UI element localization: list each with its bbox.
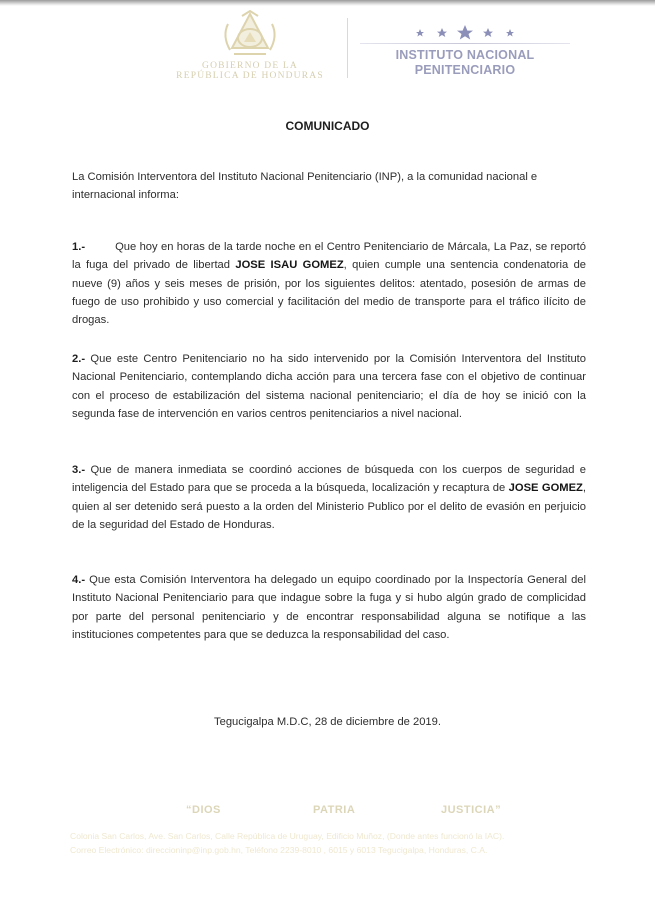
paragraph-number: 1.-	[72, 241, 86, 253]
honduras-coat-of-arms-icon	[220, 10, 280, 60]
document-title: COMUNICADO	[285, 119, 370, 133]
government-logo	[165, 6, 335, 84]
five-stars-icon	[410, 24, 520, 40]
fugitive-name: JOSE ISAU GOMEZ	[235, 259, 344, 272]
paragraph-4: 4.- Que esta Comisión Interventora ha delegado un equipo coordinado por la Inspectoría General del Instituto Nacional Penitenciario para que indague sobre la fuga y si hubo algún grado de complicidad por parte del personal penitenciario y de encontrar responsabilidad alguna se notifique a las instituciones competentes para que se deduzca la responsabilidad del caso.	[72, 574, 586, 641]
footer-address: Colonia San Carlos, Ave. San Carlos, Calle República de Uruguay, Edificio Muñoz, (Donde antes funcionó la IAC).	[70, 831, 505, 841]
footer-contact: Correo Electrónico: direccioninp@inp.gob.hn, Teléfono 2239-8010 , 6015 y 6013 Tegucigalpa, Honduras, C.A.	[70, 845, 488, 855]
paragraph-1: 1.- Que hoy en horas de la tarde noche en el Centro Penitenciario de Márcala, La Paz, se reportó la fuga del privado de libertad JOSE ISAU GOMEZ, quien cumple una sentencia condenatoria de nueve (9) años y seis meses de prisión, por los siguientes delitos: atentado, posesión de armas de fuego de uso prohibido y uso comercial y facilitación del medio de transporte para el tráfico ilícito de drogas.	[72, 241, 587, 327]
inp-logo	[360, 22, 570, 82]
government-name: GOBIERNO DE LA REPÚBLICA DE HONDURAS	[176, 61, 324, 81]
motto-dios: “DIOS	[186, 804, 221, 816]
inp-rule	[360, 43, 570, 44]
paragraph-number: 2.-	[72, 353, 86, 365]
place-and-date: Tegucigalpa M.D.C, 28 de diciembre de 2019.	[214, 716, 441, 728]
paragraph-number: 4.-	[72, 574, 86, 586]
institution-name: INSTITUTO NACIONAL PENITENCIARIO	[395, 48, 535, 77]
paragraph-2: 2.- Que este Centro Penitenciario no ha sido intervenido por la Comisión Interventora del Instituto Nacional Penitenciario, contemplando dicha acción para una tercera fase con el objetivo de continuar con el proceso de estabilización del sistema nacional penitenciario; el día de hoy se inició con la segunda fase de intervención en varios centros penitenciarios a nivel nacional.	[72, 353, 586, 420]
motto-patria: PATRIA	[313, 804, 356, 816]
letterhead	[0, 0, 655, 95]
paragraph-number: 3.-	[72, 464, 86, 476]
motto-justicia: JUSTICIA”	[441, 804, 502, 816]
intro-paragraph: La Comisión Interventora del Instituto Nacional Penitenciario (INP), a la comunidad nacional e internacional informa:	[72, 171, 538, 202]
paragraph-3: 3.- Que de manera inmediata se coordinó acciones de búsqueda con los cuerpos de seguridad e inteligencia del Estado para que se proceda a la búsqueda, localización y recaptura de JOSE GOMEZ, quien al ser detenido será puesto a la orden del Ministerio Publico por el delito de evasión en perjuicio de la seguridad del Estado de Honduras.	[72, 464, 587, 531]
fugitive-name: JOSE GOMEZ	[508, 482, 583, 495]
header-divider	[347, 18, 348, 78]
